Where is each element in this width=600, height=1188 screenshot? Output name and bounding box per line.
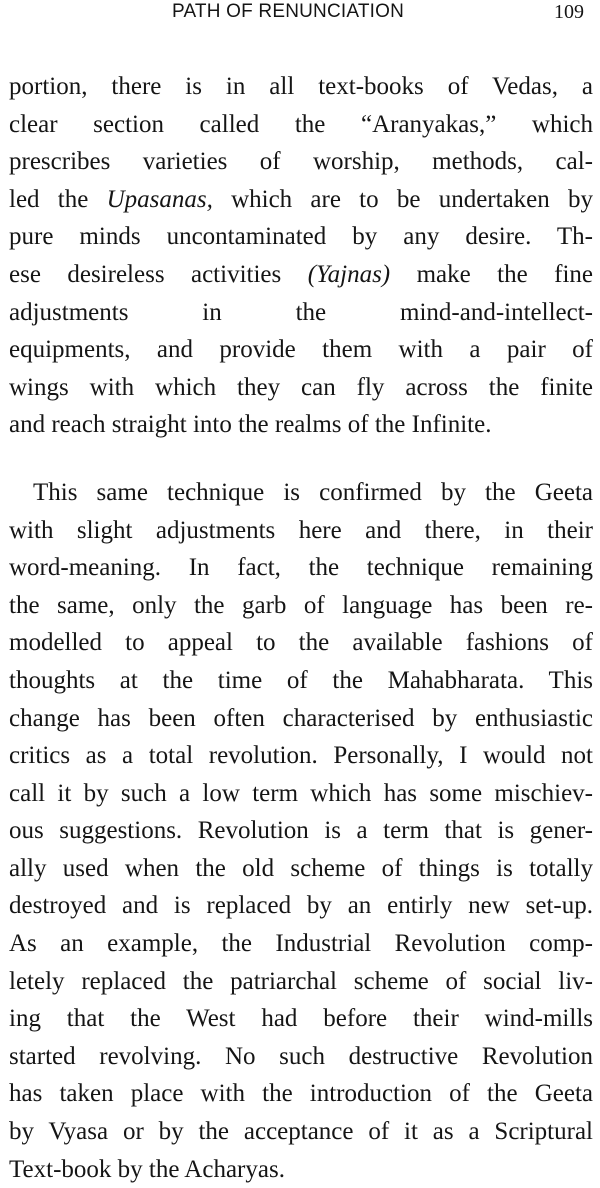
text-run: As an example, the Industrial Revolution comp- bbox=[9, 930, 593, 958]
text-run: portion, there is in all text-books of Vedas, a bbox=[9, 73, 593, 100]
text-line bbox=[9, 1038, 593, 1076]
italic-term: (Yajnas) bbox=[307, 260, 391, 288]
text-line bbox=[9, 294, 593, 332]
text-run: the same, only the garb of language has been re- bbox=[9, 591, 593, 619]
text-line bbox=[9, 775, 593, 813]
paragraph bbox=[9, 474, 593, 1188]
text-run: This same technique is confirmed by the Geeta bbox=[33, 478, 593, 506]
running-head-title: PATH OF RENUNCIATION bbox=[172, 1, 404, 22]
body-text bbox=[9, 68, 593, 1188]
text-run: with slight adjustments here and there, in their bbox=[9, 516, 593, 544]
text-run: by Vyasa or by the acceptance of it as a Scriptural bbox=[9, 1118, 593, 1146]
text-line bbox=[9, 662, 593, 700]
text-line bbox=[9, 181, 593, 219]
text-run: critics as a total revolution. Personally, I would not bbox=[9, 742, 593, 770]
text-run: Text-book by the Acharyas. bbox=[9, 1155, 285, 1183]
text-run: call it by such a low term which has some mischiev- bbox=[9, 779, 593, 807]
text-line bbox=[9, 256, 593, 294]
text-run: destroyed and is replaced by an entirly new set-up. bbox=[9, 892, 593, 920]
running-head bbox=[0, 0, 600, 32]
italic-term: Upasanas, bbox=[106, 185, 213, 213]
text-line bbox=[9, 812, 593, 850]
text-line bbox=[9, 887, 593, 925]
text-line bbox=[9, 1075, 593, 1113]
text-run: change has been often characterised by enthusiastic bbox=[9, 704, 593, 732]
text-line bbox=[9, 1113, 593, 1151]
page-number: 109 bbox=[554, 1, 584, 23]
text-run: modelled to appeal to the available fashions of bbox=[9, 629, 593, 657]
text-line bbox=[9, 369, 593, 407]
text-line bbox=[9, 624, 593, 662]
text-run: adjustments in the mind-and-intellect- bbox=[9, 298, 593, 326]
text-line bbox=[9, 925, 593, 963]
text-run: prescribes varieties of worship, methods, cal- bbox=[9, 148, 593, 176]
text-run: wings with which they can fly across the finite bbox=[9, 373, 593, 401]
text-run: pure minds uncontaminated by any desire. Th- bbox=[9, 223, 593, 251]
text-run: which are to be undertaken by bbox=[212, 185, 594, 213]
paragraph bbox=[9, 68, 593, 444]
text-line bbox=[9, 549, 593, 587]
text-run: thoughts at the time of the Mahabharata. This bbox=[9, 666, 593, 694]
text-run: ese desireless activities bbox=[9, 260, 308, 288]
text-run: ally used when the old scheme of things is totally bbox=[9, 854, 593, 882]
text-line bbox=[9, 474, 593, 512]
text-run: has taken place with the introduction of the Geeta bbox=[9, 1080, 593, 1108]
text-run: and reach straight into the realms of the Infinite. bbox=[9, 411, 492, 439]
text-line bbox=[9, 331, 593, 369]
text-line bbox=[9, 737, 593, 775]
text-run: ous suggestions. Revolution is a term that is gener- bbox=[9, 817, 593, 845]
text-line bbox=[9, 963, 593, 1001]
text-run: led the bbox=[9, 185, 107, 213]
text-line bbox=[9, 68, 593, 106]
text-line bbox=[9, 512, 593, 550]
text-run: started revolving. No such destructive Revolution bbox=[9, 1042, 593, 1070]
text-line bbox=[9, 1151, 593, 1188]
text-line bbox=[9, 700, 593, 738]
text-run: clear section called the “Aranyakas,” which bbox=[9, 110, 593, 138]
text-run: letely replaced the patriarchal scheme of social liv- bbox=[9, 967, 593, 995]
text-line bbox=[9, 143, 593, 181]
text-line bbox=[9, 406, 593, 444]
text-run: make the fine bbox=[390, 260, 593, 288]
text-line bbox=[9, 218, 593, 256]
text-line bbox=[9, 1000, 593, 1038]
text-run: word-meaning. In fact, the technique remaining bbox=[9, 554, 593, 582]
text-line bbox=[9, 106, 593, 144]
text-run: equipments, and provide them with a pair of bbox=[9, 336, 593, 364]
text-run: ing that the West had before their wind-mills bbox=[9, 1005, 593, 1033]
text-line bbox=[9, 587, 593, 625]
text-line bbox=[9, 850, 593, 888]
